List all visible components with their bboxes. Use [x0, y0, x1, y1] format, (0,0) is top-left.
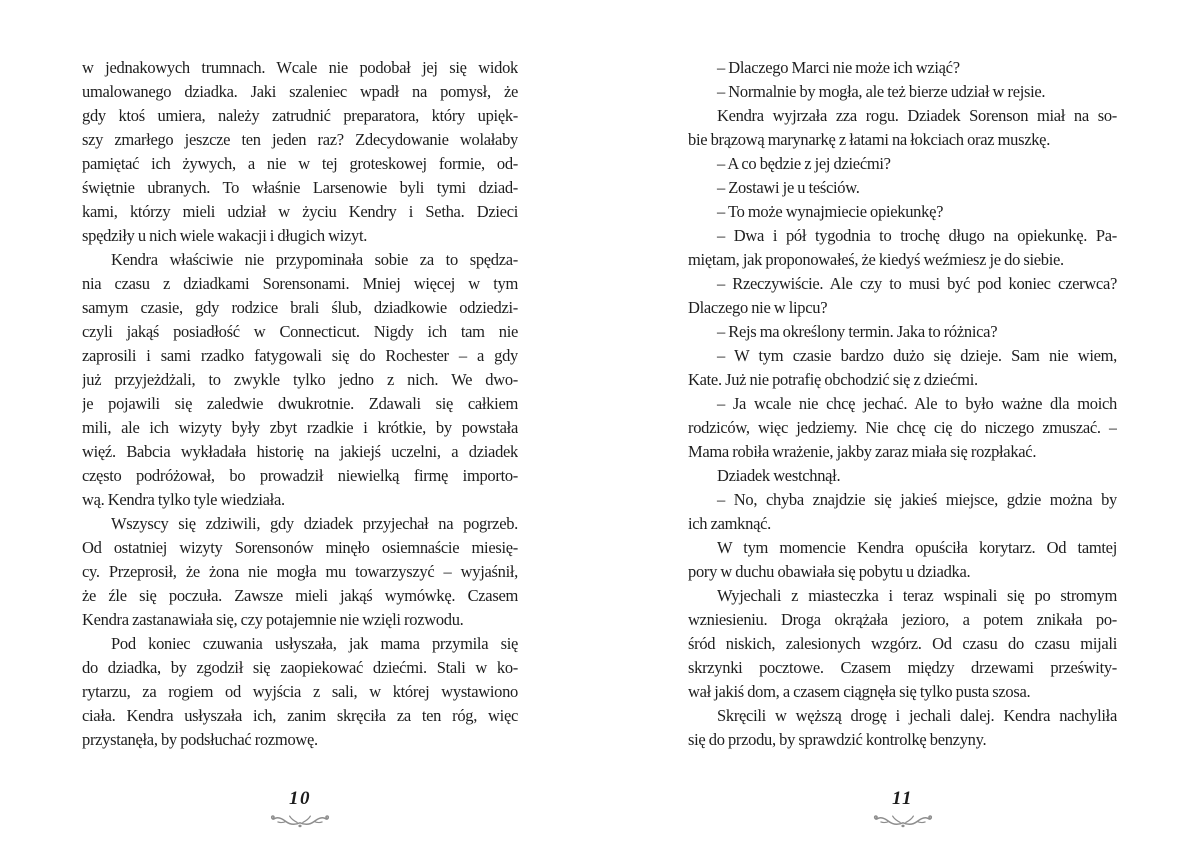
paragraph [688, 200, 1117, 224]
text-line: śród niskich, zalesionych wzgórz. Od czasu do czasu mijali [688, 634, 1117, 653]
paragraph [688, 176, 1117, 200]
text-line: Wszyscy się zdziwili, gdy dziadek przyjechał na pogrzeb. [111, 514, 518, 533]
text-line: Kate. Już nie potrafię obchodzić się z dziećmi. [688, 370, 978, 389]
text-line: często podróżował, bo prowadził niewielką firmę importo- [82, 466, 518, 485]
book-page-10 [82, 56, 518, 752]
page-11-footer [688, 788, 1117, 831]
paragraph [688, 320, 1117, 344]
paragraph [688, 344, 1117, 392]
text-line: Wyjechali z miasteczka i teraz wspinali się po stromym [717, 586, 1117, 605]
paragraph [82, 512, 518, 632]
text-line: – Zostawi je u teściów. [717, 178, 860, 197]
paragraph [82, 248, 518, 512]
text-line: nia czasu z dziadkami Sorensonami. Mniej więcej w tym [82, 274, 518, 293]
text-line: – Rejs ma określony termin. Jaka to różnica? [717, 322, 998, 341]
text-line: skrzynki pocztowe. Czasem między drzewami prześwity- [688, 658, 1117, 677]
ornament-flourish-icon [870, 811, 936, 831]
paragraph [82, 632, 518, 752]
paragraph [688, 272, 1117, 320]
text-line: pory w duchu obawiała się pobytu u dziadka. [688, 562, 971, 581]
text-line: cy. Przeprosił, że żona nie mogła mu towarzyszyć – wyjaśnił, [82, 562, 518, 581]
text-line: – To może wynajmiecie opiekunkę? [717, 202, 944, 221]
book-page-11 [688, 56, 1117, 752]
text-line: rodziców, więc jedziemy. Nie chcę cię do niczego zmuszać. – [688, 418, 1117, 437]
paragraph [688, 536, 1117, 584]
text-line: więź. Babcia wykładała historię na jakiejś uczelni, a dziadek [82, 442, 518, 461]
text-line: – No, chyba znajdzie się jakieś miejsce, gdzie można by [717, 490, 1117, 509]
paragraph [688, 56, 1117, 80]
paragraph [688, 152, 1117, 176]
text-line: – Normalnie by mogła, ale też bierze udział w rejsie. [717, 82, 1046, 101]
text-line: spędziły u nich wiele wakacji i długich wizyt. [82, 226, 368, 245]
text-line: świętnie ubranych. To właśnie Larsenowie byli tymi dziad- [82, 178, 518, 197]
text-line: pamiętać ich żywych, a nie w tej groteskowej formie, od- [82, 154, 518, 173]
text-line: w jednakowych trumnach. Wcale nie podobał jej się widok [82, 58, 518, 77]
paragraph [688, 224, 1117, 272]
text-line: kami, którzy mieli udział w życiu Kendry i Setha. Dzieci [82, 202, 518, 221]
text-line: je pojawili się zaledwie dwukrotnie. Zdawali się całkiem [82, 394, 518, 413]
text-line: ciała. Kendra usłyszała ich, zanim skręciła za ten róg, więc [82, 706, 518, 725]
text-line: przystanęła, by podsłuchać rozmowę. [82, 730, 318, 749]
text-line: – W tym czasie bardzo dużo się dzieje. Sam nie wiem, [717, 346, 1117, 365]
text-line: wą. Kendra tylko tyle wiedziała. [82, 490, 285, 509]
text-line: – Dwa i pół tygodnia to trochę długo na opiekunkę. Pa- [717, 226, 1117, 245]
text-line: że źle się poczuła. Zawsze mieli jakąś wymówkę. Czasem [82, 586, 518, 605]
paragraph [688, 584, 1117, 704]
text-line: rytarzu, za rogiem od wyjścia z sali, w której wystawiono [82, 682, 518, 701]
page-number: 10 [289, 788, 311, 809]
text-line: wzniesieniu. Droga okrążała jezioro, a potem znikała po- [688, 610, 1117, 629]
paragraph [688, 104, 1117, 152]
text-line: do dziadka, by zgodził się zaopiekować dziećmi. Stali w ko- [82, 658, 518, 677]
ornament-flourish-icon [267, 811, 333, 831]
text-line: gdy ktoś umiera, należy zatrudnić preparatora, który upięk- [82, 106, 518, 125]
paragraph [688, 392, 1117, 464]
text-line: bie brązową marynarkę z łatami na łokciach oraz muszkę. [688, 130, 1051, 149]
text-line: W tym momencie Kendra opuściła korytarz. Od tamtej [717, 538, 1117, 557]
paragraph [688, 704, 1117, 752]
paragraph [688, 464, 1117, 488]
text-line: Pod koniec czuwania usłyszała, jak mama przymila się [111, 634, 518, 653]
text-line: Mama robiła wrażenie, jakby zaraz miała się rozpłakać. [688, 442, 1037, 461]
text-line: Skręcili w węższą drogę i jechali dalej. Kendra nachyliła [717, 706, 1117, 725]
page-number: 11 [892, 788, 913, 809]
text-line: Kendra właściwie nie przypominała sobie za to spędza- [111, 250, 518, 269]
text-line: szy zmarłego jeszcze ten jeden raz? Zdecydowanie wolałaby [82, 130, 518, 149]
paragraph [82, 56, 518, 248]
text-line: Kendra wyjrzała zza rogu. Dziadek Sorenson miał na so- [717, 106, 1117, 125]
text-line: umalowanego dziadka. Jaki szaleniec wpadł na pomysł, że [82, 82, 518, 101]
paragraph [688, 488, 1117, 536]
text-line: – Rzeczywiście. Ale czy to musi być pod koniec czerwca? [717, 274, 1117, 293]
text-line: samym czasie, gdy rodzice brali ślub, dziadkowie odziedzi- [82, 298, 518, 317]
text-line: – Dlaczego Marci nie może ich wziąć? [717, 58, 960, 77]
text-line: zaprosili i sami rzadko fatygowali się do Rochester – a gdy [82, 346, 518, 365]
text-line: Dziadek westchnął. [717, 466, 841, 485]
text-line: ich zamknąć. [688, 514, 771, 533]
paragraph [688, 80, 1117, 104]
text-line: Dlaczego nie w lipcu? [688, 298, 828, 317]
text-line: – A co będzie z jej dziećmi? [717, 154, 891, 173]
text-line: mili, ale ich wizyty były zbyt rzadkie i krótkie, by powstała [82, 418, 518, 437]
text-line: miętam, jak proponowałeś, że kiedyś weźmiesz je do siebie. [688, 250, 1064, 269]
text-line: – Ja wcale nie chcę jechać. Ale to było ważne dla moich [717, 394, 1117, 413]
text-line: Kendra zastanawiała się, czy potajemnie nie wzięli rozwodu. [82, 610, 464, 629]
text-line: czyli jakąś posiadłość w Connecticut. Nigdy ich tam nie [82, 322, 518, 341]
text-line: Od ostatniej wizyty Sorensonów minęło osiemnaście miesię- [82, 538, 518, 557]
text-line: już przyjeżdżali, to zwykle tylko jedno z nich. We dwo- [82, 370, 518, 389]
page-10-footer [82, 788, 518, 831]
text-line: się do przodu, by sprawdzić kontrolkę benzyny. [688, 730, 987, 749]
text-line: wał jakiś dom, a czasem ciągnęła się tylko pusta szosa. [688, 682, 1031, 701]
